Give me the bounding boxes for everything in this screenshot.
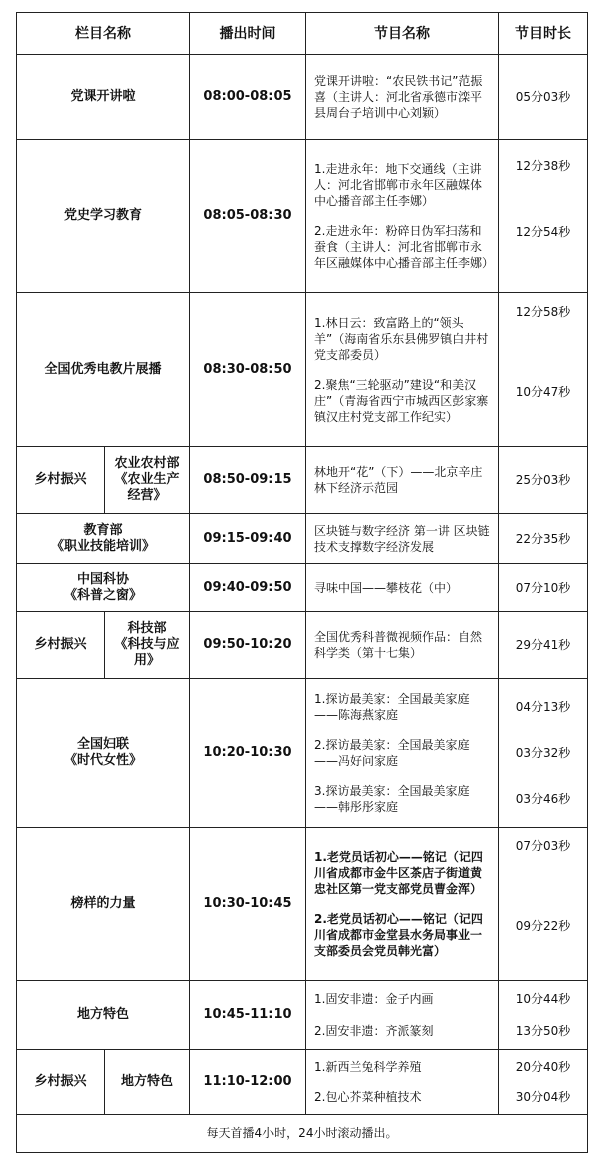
header-row (17, 13, 588, 55)
program-item: 2.走进永年：粉碎日伪军扫荡和蚕食（主讲人：河北省邯郸市永年区融媒体中心播音部主任李娜） (314, 224, 495, 271)
column-name: 榜样的力量 (17, 828, 190, 981)
duration-item: 07分03秒 (515, 839, 571, 854)
program-name (306, 981, 499, 1050)
program-name (306, 447, 499, 514)
table-row (17, 1050, 588, 1115)
program-item: 2.老党员话初心——铭记（记四川省成都市金堂县水务局事业一支部委员会党员韩光富） (314, 912, 483, 959)
air-time: 09:15-09:40 (190, 514, 306, 564)
duration-item: 25分03秒 (515, 473, 571, 488)
air-time: 10:20-10:30 (190, 679, 306, 828)
column-name: 地方特色 (17, 981, 190, 1050)
column-name: 全国优秀电教片展播 (17, 293, 190, 447)
duration (499, 828, 588, 981)
program-item: 党课开讲啦：“农民铁书记”范振喜（主讲人：河北省承德市滦平县周台子培训中心刘颖） (314, 74, 483, 121)
column-name (17, 679, 190, 828)
program-item: 2.固安非遗：齐派篆刻 (314, 1024, 434, 1039)
column-name: 党史学习教育 (17, 140, 190, 293)
duration-item: 12分54秒 (515, 225, 571, 240)
duration (499, 981, 588, 1050)
table-row (17, 55, 588, 140)
air-time: 08:50-09:15 (190, 447, 306, 514)
table-row (17, 679, 588, 828)
duration-item: 05分03秒 (515, 90, 571, 105)
column-line: 《职业技能培训》 (50, 538, 155, 554)
program-name (306, 140, 499, 293)
column-name: 党课开讲啦 (17, 55, 190, 140)
program-item: 1.新西兰兔科学养殖 (314, 1060, 422, 1075)
column-line: 教育部 (83, 522, 123, 538)
duration (499, 679, 588, 828)
duration-item: 29分41秒 (515, 638, 571, 653)
air-time: 10:30-10:45 (190, 828, 306, 981)
column-line: 《科普之窗》 (63, 587, 142, 603)
sub-column-line: 科技部 (127, 621, 167, 637)
duration-item: 12分58秒 (515, 304, 571, 319)
schedule-table (16, 12, 588, 1153)
duration-item: 20分40秒 (515, 1060, 571, 1075)
program-name (306, 679, 499, 828)
program-item: 全国优秀科普微视频作品：自然科学类（第十七集） (314, 630, 483, 661)
program-item: 3.探访最美家：全国最美家庭——韩彤彤家庭 (314, 784, 470, 815)
duration-item: 03分32秒 (515, 746, 571, 761)
table-row (17, 611, 588, 679)
header-time: 播出时间 (190, 13, 306, 55)
sub-column-line: 《科技与应 (114, 637, 180, 653)
header-duration: 节目时长 (499, 13, 588, 55)
header-program: 节目名称 (306, 13, 499, 55)
air-time: 08:05-08:30 (190, 140, 306, 293)
table-row (17, 447, 588, 514)
air-time: 10:45-11:10 (190, 981, 306, 1050)
table-row (17, 140, 588, 293)
program-item: 1.老党员话初心——铭记（记四川省成都市金牛区茶店子街道黄忠社区第一党支部党员曹金浑） (314, 850, 483, 897)
header-column: 栏目名称 (17, 13, 190, 55)
duration-item: 09分22秒 (515, 919, 571, 934)
program-item: 寻味中国——攀枝花（中） (314, 580, 459, 595)
sub-column-name: 地方特色 (105, 1050, 190, 1115)
program-item: 2.包心芥菜种植技术 (314, 1090, 422, 1105)
column-line: 中国科协 (76, 571, 129, 587)
column-line: 全国妇联 (76, 737, 129, 753)
table-row (17, 981, 588, 1050)
duration (499, 1050, 588, 1115)
column-name (17, 564, 190, 611)
table-row (17, 514, 588, 564)
duration (499, 447, 588, 514)
sub-column-line: 用》 (133, 653, 160, 669)
air-time: 11:10-12:00 (190, 1050, 306, 1115)
duration (499, 564, 588, 611)
duration-item: 10分47秒 (515, 384, 571, 399)
air-time: 08:30-08:50 (190, 293, 306, 447)
duration-item: 13分50秒 (515, 1024, 571, 1039)
air-time: 08:00-08:05 (190, 55, 306, 140)
duration (499, 293, 588, 447)
program-name (306, 293, 499, 447)
program-item: 区块链与数字经济 第一讲 区块链技术支撑数字经济发展 (314, 523, 490, 554)
air-time: 09:40-09:50 (190, 564, 306, 611)
duration-item: 12分38秒 (515, 159, 571, 174)
footer-row (17, 1114, 588, 1152)
program-name (306, 564, 499, 611)
duration (499, 140, 588, 293)
program-item: 2.探访最美家：全国最美家庭——冯好问家庭 (314, 738, 470, 769)
duration-item: 30分04秒 (515, 1090, 571, 1105)
program-item: 1.探访最美家：全国最美家庭——陈海燕家庭 (314, 692, 470, 723)
program-item: 林地开“花”（下）——北京辛庄林下经济示范园 (314, 465, 483, 496)
program-item: 1.走进永年：地下交通线（主讲人：河北省邯郸市永年区融媒体中心播音部主任李娜） (314, 162, 483, 209)
duration (499, 514, 588, 564)
column-line: 《时代女性》 (63, 753, 142, 769)
air-time: 09:50-10:20 (190, 611, 306, 679)
program-item: 2.聚焦“三轮驱动”建设“和美汉庄”（青海省西宁市城西区彭家寨镇汉庄村党支部工作纪实） (314, 377, 489, 424)
duration-item: 04分13秒 (515, 700, 571, 715)
duration (499, 55, 588, 140)
duration-item: 07分10秒 (515, 580, 571, 595)
column-name: 乡村振兴 (17, 1050, 105, 1115)
duration-item: 03分46秒 (515, 792, 571, 807)
sub-column-line: 农业农村部 (114, 456, 180, 472)
column-name (17, 514, 190, 564)
table-row (17, 293, 588, 447)
duration-item: 10分44秒 (515, 992, 571, 1007)
program-name (306, 514, 499, 564)
program-name (306, 55, 499, 140)
program-item: 1.固安非遗：金子内画 (314, 992, 434, 1007)
table-row (17, 564, 588, 611)
column-name: 乡村振兴 (17, 447, 105, 514)
sub-column-name (105, 447, 190, 514)
duration (499, 611, 588, 679)
program-name (306, 828, 499, 981)
program-name (306, 611, 499, 679)
footer-note: 每天首播4小时，24小时滚动播出。 (17, 1114, 588, 1152)
column-name: 乡村振兴 (17, 611, 105, 679)
program-item: 1.林日云：致富路上的“领头羊”（海南省乐东县佛罗镇白井村党支部委员） (314, 315, 489, 362)
sub-column-line: 经营》 (127, 488, 167, 504)
sub-column-name (105, 611, 190, 679)
sub-column-line: 《农业生产 (114, 472, 180, 488)
program-name (306, 1050, 499, 1115)
table-row (17, 828, 588, 981)
duration-item: 22分35秒 (515, 531, 571, 546)
